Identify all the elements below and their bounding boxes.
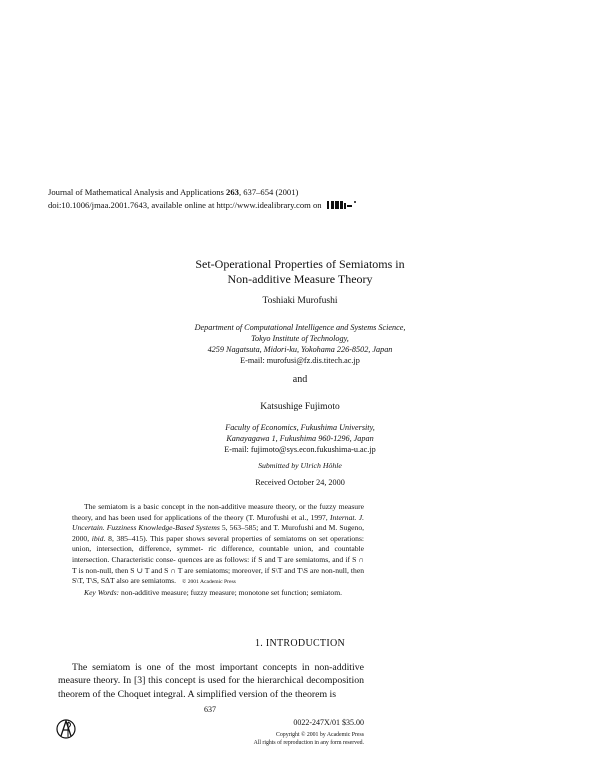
key-words: Key Words: non-additive measure; fuzzy measure; monotone set function; semiatom. — [84, 587, 343, 597]
journal-volume: 263 — [226, 187, 239, 197]
and-separator: and — [292, 374, 308, 385]
footer-copyright: Copyright © 2001 by Academic Press — [276, 732, 364, 738]
author-email-1: E-mail: murofusi@fz.dis.titech.ac.jp — [240, 356, 360, 365]
journal-citation: Journal of Mathematical Analysis and Applications 263, 637–654 (2001) — [48, 187, 299, 197]
abstract-copyright: © 2001 Academic Press — [182, 579, 236, 586]
page-number: 637 — [204, 705, 216, 714]
doi-line: doi:10.1006/jmaa.2001.7643, available online at http://www.idealibrary.com on — [48, 199, 357, 211]
submitted-by: Submitted by Ulrich Höhle — [258, 461, 342, 470]
author-name-2: Katsushige Fujimoto — [260, 402, 340, 412]
paper-title: Set-Operational Properties of Semiatoms in Non-additive Measure Theory — [195, 257, 405, 286]
abstract: The semiatom is a basic concept in the non-additive measure theory, or the fuzzy measure theory, and has been used for applications of the theory (T. Murofushi et al., 1997, Internat. J. Uncertain. Fuzziness Knowledge-Based Systems 5, 563–585; and T. Murofushi and M. Sugeno, 2000, ibid. 8, 385–415). This paper shows several properties of semiatoms on set operations: union, intersection, difference, symmet- ric difference, countable union, and countable intersection. Characteristic conse- quences are as follows: if S and T are semiatoms, and if S ∩ T is non-null, then S ∪ T and S ∩ T are semiatoms; moreover, if S\T and T\S are non-null, then S\T, T\S, SΔT also are semiatoms. © 2001 Academic Press Key Words: non-additive measure; fuzzy measure; monotone set function; semiatom. — [72, 502, 365, 597]
author-email-2: E-mail: fujimoto@sys.econ.fukushima-u.ac.jp — [224, 445, 376, 454]
academic-press-logo-icon — [56, 716, 76, 742]
section-heading: 1. INTRODUCTION — [254, 638, 346, 649]
intro-paragraph: The semiatom is one of the most important concepts in non-additive measure theory. In [3] this concept is used for the hierarchical decomposition theorem of the Choquet integral. A simplified version of the theorem is — [58, 662, 364, 700]
issn-price: 0022-247X/01 $35.00 — [293, 718, 364, 727]
author-affiliation-1: Department of Computational Intelligence and Systems Science, Tokyo Institute of Technology, 4259 Nagatsuta, Midori-ku, Yokohama 226-8502, Japan E-mail: murofusi@fz.dis.titech.ac.jp — [60, 322, 540, 366]
author-name-1: Toshiaki Murofushi — [262, 296, 338, 306]
footer-rights: All rights of reproduction in any form reserved. — [253, 740, 364, 746]
ideal-logo-icon — [327, 200, 357, 210]
received-date: Received October 24, 2000 — [255, 478, 345, 487]
author-affiliation-2: Faculty of Economics, Fukushima University, Kanayagawa 1, Fukushima 960-1296, Japan E-mail: fujimoto@sys.econ.fukushima-u.ac.jp — [60, 422, 540, 455]
